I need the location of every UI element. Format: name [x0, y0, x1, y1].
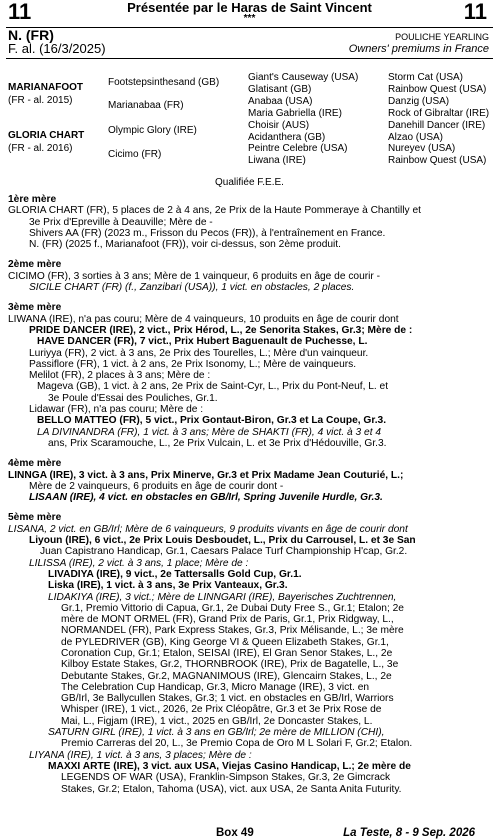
- horse-birth: F. al. (16/3/2025): [8, 41, 106, 56]
- pedigree-gen3: Choisir (AUS): [248, 120, 310, 131]
- record-line: HAVE DANCER (FR), 7 vict., Prix Hubert Baguenault de Puchesse, L.: [37, 336, 368, 348]
- record-line: LIWANA (IRE), n'a pas couru; Mère de 4 vainqueurs, 10 produits en âge de courir dont: [8, 313, 399, 325]
- box-number: Box 49: [216, 827, 254, 839]
- section-heading-2: 2ème mère: [8, 259, 62, 271]
- record-line: Debutante Stakes, Gr.2, MAGNANIMOUS (IRE), Glencairn Stakes, L., 2e: [61, 670, 392, 682]
- record-line: LISANA, 2 vict. en GB/Irl; Mère de 6 vainqueurs, 9 produits vivants en âge de courir dont: [8, 523, 408, 535]
- pedigree-gen4: Nureyev (USA): [388, 143, 456, 154]
- record-line: N. (FR) (2025 f., Marianafoot (FR)), voir ci-dessus, son 2ème produit.: [29, 239, 341, 251]
- pedigree-gen4: Alzao (USA): [388, 132, 444, 143]
- sale-venue-dates: La Teste, 8 - 9 Sep. 2026: [343, 827, 475, 839]
- record-line: CICIMO (FR), 3 sorties à 3 ans; Mère de 1 vainqueur, 6 produits en âge de courir -: [8, 270, 381, 282]
- produce-record: [8, 191, 494, 795]
- record-line: LISAAN (IRE), 4 vict. en obstacles en GB/Irl, Spring Juvenile Hurdle, Gr.3.: [29, 492, 383, 504]
- sire-info: (FR - al. 2015): [8, 95, 73, 106]
- sire-name: MARIANAFOOT: [8, 82, 83, 93]
- record-line: Gr.1, Premio Vittorio di Capua, Gr.1, 2e Dubai Duty Free S., Gr.1; Etalon; 2e: [61, 602, 404, 614]
- record-line: LEGENDS OF WAR (USA), Franklin-Simpson Stakes, Gr.3, 2e Gimcrack: [61, 772, 391, 784]
- pedigree-gen2: Olympic Glory (IRE): [108, 125, 197, 136]
- record-line: Coronation Cup, Gr.1; Etalon, SEISAI (IRE), El Gran Senor Stakes, L., 2e: [61, 647, 393, 659]
- lot-number-right: 11: [463, 0, 487, 24]
- record-line: LA DIVINANDRA (FR), 1 vict. à 3 ans; Mère de SHAKTI (FR), 4 vict. à 3 et 4: [37, 426, 382, 438]
- section-heading-1: 1ère mère: [8, 194, 57, 205]
- horse-name: N. (FR): [8, 27, 54, 43]
- page-footer: [0, 826, 499, 840]
- owners-premiums: Owners' premiums in France: [348, 43, 489, 55]
- pedigree-gen3: Giant's Causeway (USA): [248, 72, 359, 83]
- record-line: mère de MONT ORMEL (FR), Grand Prix de Paris, Gr.1, Prix Ridgway, L.,: [61, 614, 394, 626]
- pedigree-gen4: Rainbow Quest (USA): [388, 84, 487, 95]
- record-line: Juan Capistrano Handicap, Gr.1, Caesars Palace Turf Championship H'cap, Gr.2.: [40, 546, 408, 558]
- record-line: PRIDE DANCER (IRE), 2 vict., Prix Hérod, L., 2e Senorita Stakes, Gr.3; Mère de :: [29, 324, 413, 336]
- pedigree-gen3: Maria Gabriella (IRE): [248, 108, 342, 119]
- record-line: Shivers AA (FR) (2023 m., Frisson du Pecos (FR)), à l'entraînement en France.: [29, 227, 386, 239]
- divider: [6, 27, 493, 28]
- stars: ***: [243, 13, 256, 24]
- pedigree-gen2: Footstepsinthesand (GB): [108, 77, 220, 88]
- pedigree-gen2: Marianabaa (FR): [108, 100, 184, 111]
- pedigree-gen3: Peintre Celebre (USA): [248, 143, 348, 154]
- pedigree-gen4: Rock of Gibraltar (IRE): [388, 108, 490, 119]
- record-line: LIYANA (IRE), 1 vict. à 3 ans, 3 places; Mère de :: [29, 749, 252, 761]
- record-line: LIVADIYA (IRE), 9 vict., 2e Tattersalls Gold Cup, Gr.1.: [48, 568, 302, 580]
- record-line: Liyoun (IRE), 6 vict., 2e Prix Louis Desboudet, L., Prix du Carrousel, L. et 3e San: [29, 535, 416, 547]
- record-line: LIDAKIYA (IRE), 3 vict.; Mère de LINNGARI (IRE), Bayerisches Zuchtrennen,: [48, 591, 397, 603]
- record-line: LILISSA (IRE), 2 vict. à 3 ans, 1 place; Mère de :: [29, 557, 249, 569]
- record-line: Luriyya (FR), 2 vict. à 3 ans, 2e Prix des Tourelles, L.; Mère d'un vainqueur.: [29, 347, 369, 359]
- section-heading-3: 3ème mère: [8, 302, 62, 314]
- record-line: 3e Prix d'Epreville à Deauville; Mère de -: [29, 216, 213, 228]
- record-line: Kilboy Estate Stakes, Gr.2, THORNBROOK (IRE), Prix de Bagatelle, L., 3e: [61, 659, 399, 671]
- divider: [6, 58, 493, 59]
- record-line: Liska (IRE), 1 vict. à 3 ans, 3e Prix Vanteaux, Gr.3.: [48, 580, 288, 592]
- section-heading-4: 4ème mère: [8, 458, 62, 470]
- horse-category: POULICHE YEARLING: [395, 32, 489, 42]
- record-line: BELLO MATTEO (FR), 5 vict., Prix Gontaut-Biron, Gr.3 et La Coupe, Gr.3.: [37, 415, 387, 427]
- record-line: SATURN GIRL (IRE), 1 vict. à 3 ans en GB/Irl; 2e mère de MILLION (CHI),: [48, 727, 385, 739]
- record-line: SICILE CHART (FR) (f., Zanzibari (USA)), 1 vict. en obstacles, 2 places.: [29, 282, 355, 294]
- record-line: MAXXI ARTE (IRE), 3 vict. aux USA, Viejas Casino Handicap, L.; 2e mère de: [48, 760, 411, 772]
- record-line: NORMANDEL (FR), Park Express Stakes, Gr.3, Prix Mélisande, L.; 3e mère: [61, 625, 404, 637]
- record-line: Stakes, Gr.2; Etalon, Tahoma (USA), vict. aux USA, 2e Santa Anita Futurity.: [61, 783, 402, 795]
- record-line: LINNGA (IRE), 3 vict. à 3 ans, Prix Minerve, Gr.3 et Prix Madame Jean Couturié, L.;: [8, 469, 404, 481]
- section-heading-5: 5ème mère: [8, 512, 62, 524]
- pedigree-gen4: Danzig (USA): [388, 96, 450, 107]
- record-line: Lidawar (FR), n'a pas couru; Mère de :: [29, 404, 204, 416]
- presented-by: Présentée par le Haras de Saint Vincent: [127, 0, 372, 15]
- record-line: The Celebration Cup Handicap, Gr.3, Micro Manage (IRE), 3 vict. en: [61, 681, 370, 693]
- dam-name: GLORIA CHART: [8, 130, 85, 141]
- pedigree-gen3: Acidanthera (GB): [248, 132, 326, 143]
- record-line: ans, Prix Scaramouche, L., 2e Prix Vulcain, L. et 3e Prix d'Hédouville, Gr.3.: [48, 437, 387, 449]
- record-line: Passiflore (FR), 1 vict. à 2 ans, 2e Prix Isonomy, L.; Mère de vainqueurs.: [29, 358, 357, 370]
- record-line: 3e Poule d'Essai des Pouliches, Gr.1.: [48, 392, 218, 404]
- pedigree-gen4: Storm Cat (USA): [388, 72, 464, 83]
- record-line: de PYLEDRIVER (GB), King George VI & Queen Elizabeth Stakes, Gr.1,: [61, 636, 389, 648]
- dam-info: (FR - al. 2016): [8, 143, 73, 154]
- record-line: Melilot (FR), 2 places à 3 ans; Mère de :: [29, 370, 211, 382]
- record-line: Whisper (IRE), 1 vict., 2026, 2e Prix Cléopâtre, Gr.3 et 3e Prix Rose de: [61, 704, 382, 716]
- pedigree-gen4: Rainbow Quest (USA): [388, 155, 487, 166]
- record-line: Mai, L., Figjam (IRE), 1 vict., 2025 en GB/Irl, 2e Doncaster Stakes, L.: [61, 715, 373, 727]
- qualification-note: Qualifiée F.E.E.: [215, 177, 284, 188]
- record-line: Mère de 2 vainqueurs, 6 produits en âge de courir dont -: [29, 480, 284, 492]
- record-line: Premio Carreras del 20, L., 3e Premio Copa de Oro M L Solari F, Gr.2; Etalon.: [61, 738, 413, 750]
- record-line: GLORIA CHART (FR), 5 places de 2 à 4 ans, 2e Prix de la Haute Pommeraye à Chantilly et: [8, 205, 421, 217]
- lot-number-left: 11: [8, 0, 32, 24]
- pedigree-gen3: Glatisant (GB): [248, 84, 312, 95]
- pedigree-gen4: Danehill Dancer (IRE): [388, 120, 486, 131]
- pedigree-gen3: Anabaa (USA): [248, 96, 313, 107]
- pedigree-gen3: Liwana (IRE): [248, 155, 306, 166]
- pedigree-gen2: Cicimo (FR): [108, 149, 162, 160]
- record-line: Mageva (GB), 1 vict. à 2 ans, 2e Prix de Saint-Cyr, L., Prix du Pont-Neuf, L. et: [37, 381, 389, 393]
- record-line: GB/Irl, 3e Ballycullen Stakes, Gr.3; 1 vict. en obstacles en GB/Irl, Warriors: [61, 693, 394, 705]
